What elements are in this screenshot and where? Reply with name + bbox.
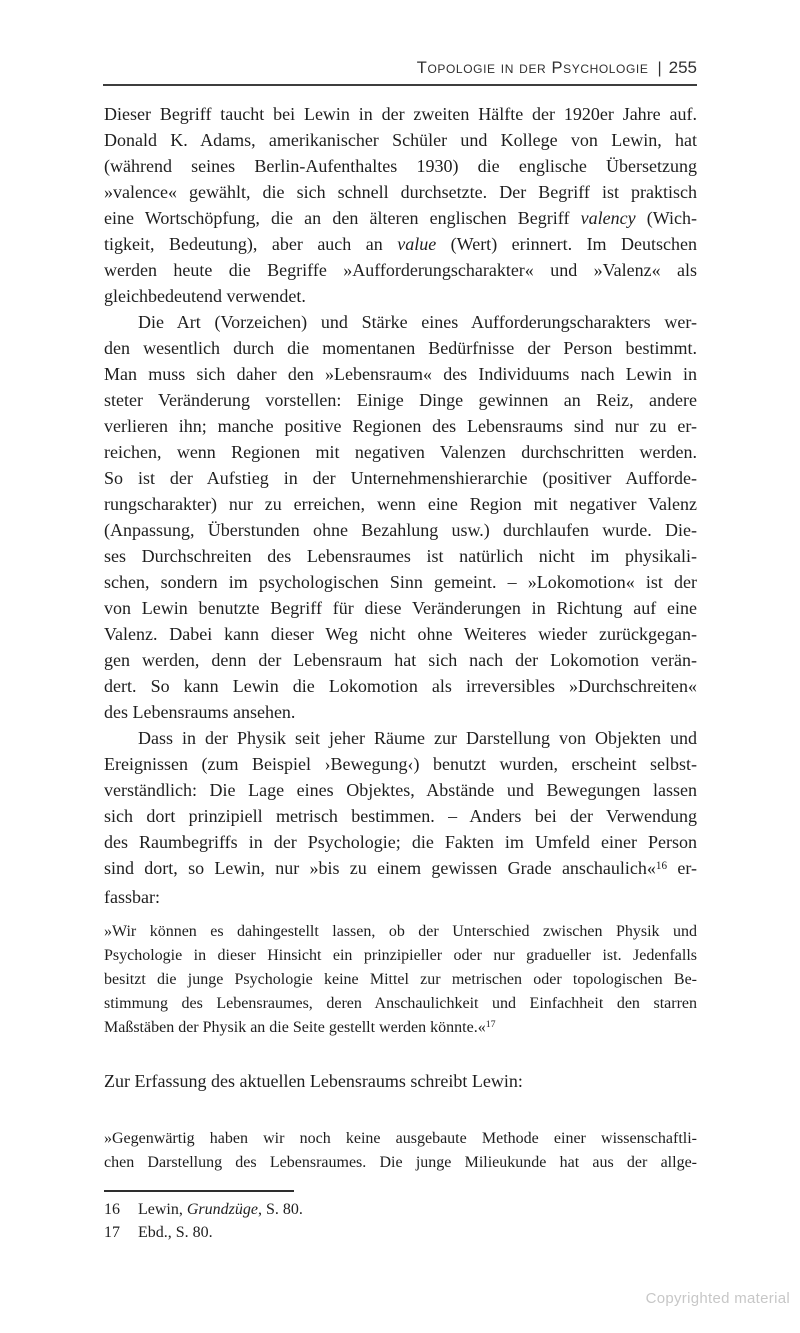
- page-header: [103, 58, 697, 86]
- text-line: [104, 1016, 697, 1042]
- text-line: [104, 179, 697, 205]
- text-line: [104, 309, 697, 335]
- text-line: [104, 205, 697, 231]
- text-line: [104, 855, 697, 884]
- text-segment: Maßstäben der Physik an die Seite gestellt werden könnte.«: [104, 1019, 486, 1036]
- text-line: [104, 361, 697, 387]
- text-line: [104, 153, 697, 179]
- text-segment: (Wert) erinnert. Im Deutschen: [436, 234, 697, 254]
- text-segment: (Wich-: [635, 208, 697, 228]
- footnote-reference: 17: [485, 1019, 496, 1031]
- text-segment: verständlich: Die Lage eines Objektes, Abstände und Bewegungen lassen: [104, 780, 697, 800]
- footnote-text: [138, 1221, 697, 1244]
- text-line: [104, 944, 697, 968]
- copyright-watermark: Copyrighted material: [645, 1290, 790, 1307]
- footnote-reference: 16: [655, 859, 668, 872]
- text-segment: , S. 80.: [257, 1201, 303, 1218]
- text-segment: Valenz. Dabei kann dieser Weg nicht ohne Weiteres wieder zurückgegan-: [104, 624, 697, 644]
- text-segment: Ereignissen (zum Beispiel ›Bewegung‹) benutzt wurden, erscheint selbst-: [104, 754, 697, 774]
- paragraph-3: [104, 725, 697, 910]
- text-segment: stimmung des Lebensraumes, deren Anschaulichkeit und Einfachheit den starren: [104, 995, 697, 1012]
- text-line: [104, 621, 697, 647]
- text-segment: Psychologie in dieser Hinsicht ein prinzipieller oder nur gradueller ist. Jedenfalls: [104, 947, 697, 964]
- running-title: Topologie in der Psychologie: [416, 59, 649, 77]
- paragraph-2: [104, 309, 697, 725]
- text-segment: Dass in der Physik seit jeher Räume zur Darstellung von Objekten und: [138, 728, 697, 748]
- text-segment: sich dort prinzipiell metrisch bestimmen. – Anders bei der Verwendung: [104, 806, 697, 826]
- text-line: [104, 829, 697, 855]
- text-segment: So ist der Aufstieg in der Unternehmenshierarchie (positiver Aufforde-: [104, 468, 697, 488]
- footnote-number: 16: [104, 1201, 120, 1218]
- text-segment: Die Art (Vorzeichen) und Stärke eines Aufforderungscharakters wer-: [138, 312, 697, 332]
- text-line: [104, 101, 697, 127]
- paragraph-1: [104, 101, 697, 309]
- text-segment: des Raumbegriffs in der Psychologie; die Fakten im Umfeld einer Person: [104, 832, 697, 852]
- text-segment: sind dort, so Lewin, nur »bis zu einem gewissen Grade anschaulich«: [104, 858, 656, 878]
- text-segment: (während seines Berlin-Aufenthaltes 1930) die englische Übersetzung: [104, 156, 697, 176]
- text-line: [104, 257, 697, 283]
- footnote: [104, 1198, 697, 1221]
- text-segment: verlieren ihn; manche positive Regionen des Lebensraums sind nur zu er-: [104, 416, 697, 436]
- block-quote-2: [104, 1127, 697, 1175]
- text-line: [104, 127, 697, 153]
- text-line: [104, 413, 697, 439]
- transition-sentence: Zur Erfassung des aktuellen Lebensraums schreibt Lewin:: [104, 1071, 523, 1091]
- text-line: [104, 491, 697, 517]
- text-segment: gen werden, denn der Lebensraum hat sich nach der Lokomotion verän-: [104, 650, 697, 670]
- text-segment: Ebd., S. 80.: [138, 1224, 213, 1241]
- text-segment: chen Darstellung des Lebensraumes. Die junge Milieukunde hat aus der allge-: [104, 1154, 697, 1171]
- text-line: [104, 751, 697, 777]
- text-segment: »valence« gewählt, die sich schnell durchsetzte. Der Begriff ist praktisch: [104, 182, 697, 202]
- text-segment: (Anpassung, Überstunden ohne Bezahlung usw.) durchlaufen wurde. Die-: [104, 520, 697, 540]
- text-segment: Donald K. Adams, amerikanischer Schüler und Kollege von Lewin, hat: [104, 130, 697, 150]
- text-segment: Grundzüge: [186, 1201, 258, 1218]
- text-line: [104, 647, 697, 673]
- footnote-text: [138, 1198, 697, 1221]
- text-segment: Dieser Begriff taucht bei Lewin in der zweiten Hälfte der 1920er Jahre auf.: [104, 104, 697, 124]
- header-separator: |: [657, 60, 662, 77]
- text-line: [104, 777, 697, 803]
- text-segment: »Wir können es dahingestellt lassen, ob der Unterschied zwischen Physik und: [104, 923, 697, 940]
- text-line: [104, 517, 697, 543]
- text-segment: schen, sondern im psychologischen Sinn gemeint. – »Lokomotion« ist der: [104, 572, 697, 592]
- text-line: [104, 725, 697, 751]
- page-number: 255: [668, 58, 697, 77]
- text-block: [104, 101, 697, 1175]
- footnotes: [104, 1190, 697, 1244]
- footnote-number: 17: [104, 1224, 120, 1241]
- text-line: [104, 920, 697, 944]
- text-segment: gleichbedeutend verwendet.: [104, 286, 306, 306]
- text-segment: valency: [580, 208, 636, 228]
- text-line: [104, 699, 697, 725]
- text-line: [104, 1151, 697, 1175]
- text-segment: Lewin,: [138, 1201, 187, 1218]
- text-segment: tigkeit, Bedeutung), aber auch an: [104, 234, 398, 254]
- text-segment: ses Durchschreiten des Lebensraumes ist natürlich nicht im physikali-: [104, 546, 697, 566]
- text-line: [104, 335, 697, 361]
- text-segment: »Gegenwärtig haben wir noch keine ausgebaute Methode einer wissenschaftli-: [104, 1130, 697, 1147]
- text-line: [104, 569, 697, 595]
- text-segment: steter Veränderung vorstellen: Einige Dinge gewinnen an Reiz, andere: [104, 390, 697, 410]
- text-line: [104, 231, 697, 257]
- text-line: [104, 465, 697, 491]
- text-line: [104, 543, 697, 569]
- text-segment: Man muss sich daher den »Lebensraum« des Individuums nach Lewin in: [104, 364, 697, 384]
- text-segment: value: [397, 234, 437, 254]
- text-line: [104, 439, 697, 465]
- block-quote-1: [104, 920, 697, 1042]
- text-segment: fassbar:: [104, 887, 160, 907]
- text-segment: eine Wortschöpfung, die an den älteren englischen Begriff: [104, 208, 581, 228]
- text-segment: reichen, wenn Regionen mit negativen Valenzen durchschritten werden.: [104, 442, 697, 462]
- text-line: [104, 595, 697, 621]
- footnote: [104, 1221, 697, 1244]
- text-segment: den wesentlich durch die momentanen Bedürfnisse der Person bestimmt.: [104, 338, 697, 358]
- footnote-separator: [104, 1190, 294, 1192]
- text-line: [104, 968, 697, 992]
- text-segment: dert. So kann Lewin die Lokomotion als irreversibles »Durchschreiten«: [104, 676, 697, 696]
- text-line: [104, 673, 697, 699]
- text-segment: werden heute die Begriffe »Aufforderungscharakter« und »Valenz« als: [104, 260, 697, 280]
- text-line: [104, 992, 697, 1016]
- text-line: [104, 283, 697, 309]
- text-segment: rungscharakter) nur zu erreichen, wenn eine Region mit negativer Valenz: [104, 494, 697, 514]
- text-segment: besitzt die junge Psychologie keine Mittel zur metrischen oder topologischen Be-: [104, 971, 697, 988]
- text-segment: er-: [667, 858, 697, 878]
- text-line: [104, 387, 697, 413]
- text-line: [104, 803, 697, 829]
- text-line: [104, 1127, 697, 1151]
- text-line: [104, 884, 697, 910]
- text-segment: des Lebensraums ansehen.: [104, 702, 296, 722]
- text-segment: von Lewin benutzte Begriff für diese Veränderungen in Richtung auf eine: [104, 598, 697, 618]
